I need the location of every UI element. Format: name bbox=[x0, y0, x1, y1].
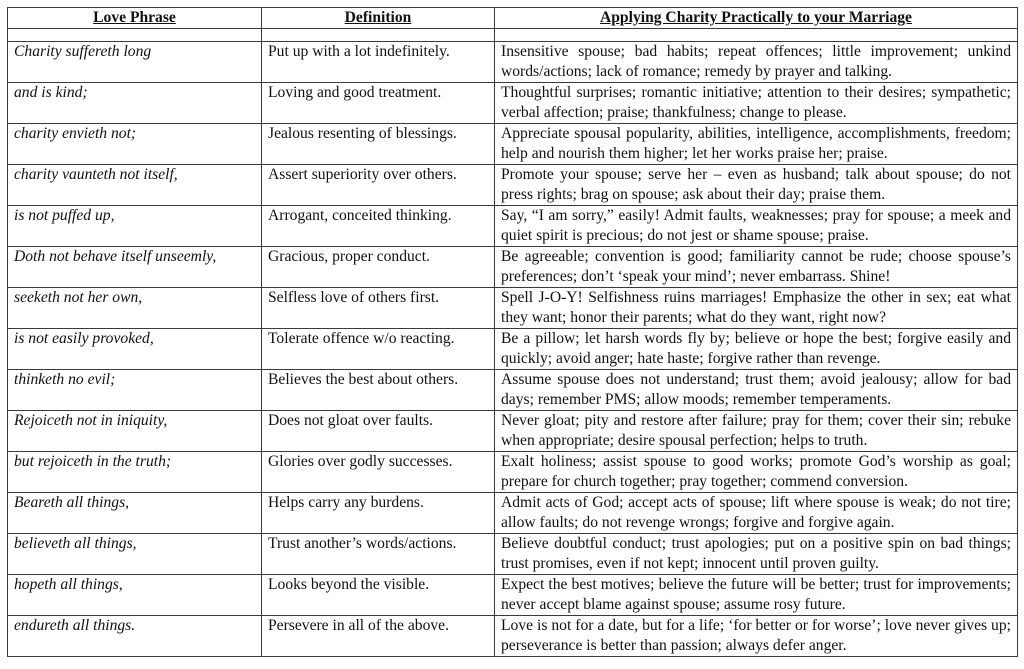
love-phrase-cell: seeketh not her own, bbox=[8, 288, 262, 329]
love-phrase-cell: thinketh no evil; bbox=[8, 370, 262, 411]
application-cell: Be a pillow; let harsh words fly by; believe or hope the best; forgive easily and quickly; avoid anger; hate haste; forgive rather than revenge. bbox=[495, 329, 1018, 370]
header-row bbox=[8, 8, 1018, 29]
spacer-cell bbox=[8, 29, 262, 42]
application-cell: Thoughtful surprises; romantic initiative; attention to their desires; sympathetic; verbal affection; praise; thankfulness; change to please. bbox=[495, 83, 1018, 124]
table-row bbox=[8, 493, 1018, 534]
spacer-cell bbox=[262, 29, 495, 42]
header-application: Applying Charity Practically to your Marriage bbox=[495, 8, 1018, 29]
table-row bbox=[8, 124, 1018, 165]
table-row bbox=[8, 411, 1018, 452]
application-cell: Assume spouse does not understand; trust them; avoid jealousy; allow for bad days; remember PMS; allow moods; remember temperaments. bbox=[495, 370, 1018, 411]
definition-cell: Glories over godly successes. bbox=[262, 452, 495, 493]
table-row bbox=[8, 534, 1018, 575]
love-phrase-cell: is not puffed up, bbox=[8, 206, 262, 247]
definition-cell: Looks beyond the visible. bbox=[262, 575, 495, 616]
table-row bbox=[8, 206, 1018, 247]
table-row bbox=[8, 616, 1018, 657]
application-cell: Say, “I am sorry,” easily! Admit faults, weaknesses; pray for spouse; a meek and quiet spirit is precious; do not jest or shame spouse; praise. bbox=[495, 206, 1018, 247]
definition-cell: Helps carry any burdens. bbox=[262, 493, 495, 534]
love-phrase-cell: charity envieth not; bbox=[8, 124, 262, 165]
definition-cell: Jealous resenting of blessings. bbox=[262, 124, 495, 165]
header-definition: Definition bbox=[262, 8, 495, 29]
definition-cell: Assert superiority over others. bbox=[262, 165, 495, 206]
spacer-cell bbox=[495, 29, 1018, 42]
love-phrase-cell: charity vaunteth not itself, bbox=[8, 165, 262, 206]
table-row bbox=[8, 247, 1018, 288]
definition-cell: Does not gloat over faults. bbox=[262, 411, 495, 452]
love-phrase-cell: but rejoiceth in the truth; bbox=[8, 452, 262, 493]
definition-cell: Loving and good treatment. bbox=[262, 83, 495, 124]
table-row bbox=[8, 288, 1018, 329]
table-row bbox=[8, 83, 1018, 124]
application-cell: Be agreeable; convention is good; familiarity cannot be rude; choose spouse’s preferences; don’t ‘speak your mind’; never embarrass. Shine! bbox=[495, 247, 1018, 288]
love-phrase-cell: is not easily provoked, bbox=[8, 329, 262, 370]
love-phrase-cell: Charity suffereth long bbox=[8, 42, 262, 83]
application-cell: Believe doubtful conduct; trust apologies; put on a positive spin on bad things; trust promises, even if not kept; innocent until proven guilty. bbox=[495, 534, 1018, 575]
definition-cell: Gracious, proper conduct. bbox=[262, 247, 495, 288]
love-phrase-cell: Doth not behave itself unseemly, bbox=[8, 247, 262, 288]
love-phrase-cell: and is kind; bbox=[8, 83, 262, 124]
header-love-phrase: Love Phrase bbox=[8, 8, 262, 29]
application-cell: Insensitive spouse; bad habits; repeat offences; little improvement; unkind words/actions; lack of romance; remedy by prayer and talking. bbox=[495, 42, 1018, 83]
definition-cell: Selfless love of others first. bbox=[262, 288, 495, 329]
application-cell: Admit acts of God; accept acts of spouse; lift where spouse is weak; do not tire; allow faults; do not revenge wrongs; forgive and forgive again. bbox=[495, 493, 1018, 534]
application-cell: Exalt holiness; assist spouse to good works; promote God’s worship as goal; prepare for church together; pray together; commend conversion. bbox=[495, 452, 1018, 493]
definition-cell: Put up with a lot indefinitely. bbox=[262, 42, 495, 83]
love-phrase-cell: Rejoiceth not in iniquity, bbox=[8, 411, 262, 452]
definition-cell: Tolerate offence w/o reacting. bbox=[262, 329, 495, 370]
definition-cell: Arrogant, conceited thinking. bbox=[262, 206, 495, 247]
spacer-row bbox=[8, 29, 1018, 42]
charity-marriage-table bbox=[7, 7, 1018, 657]
table-row bbox=[8, 165, 1018, 206]
table-row bbox=[8, 329, 1018, 370]
table-row bbox=[8, 452, 1018, 493]
table-row bbox=[8, 42, 1018, 83]
application-cell: Promote your spouse; serve her – even as husband; talk about spouse; do not press rights; brag on spouse; ask about their day; praise them. bbox=[495, 165, 1018, 206]
table-row bbox=[8, 575, 1018, 616]
love-phrase-cell: hopeth all things, bbox=[8, 575, 262, 616]
love-phrase-cell: believeth all things, bbox=[8, 534, 262, 575]
application-cell: Never gloat; pity and restore after failure; pray for them; cover their sin; rebuke when appropriate; desire spousal perfection; helps to truth. bbox=[495, 411, 1018, 452]
love-phrase-cell: Beareth all things, bbox=[8, 493, 262, 534]
table-row bbox=[8, 370, 1018, 411]
application-cell: Expect the best motives; believe the future will be better; trust for improvements; never accept blame against spouse; assume rosy future. bbox=[495, 575, 1018, 616]
love-phrase-cell: endureth all things. bbox=[8, 616, 262, 657]
definition-cell: Believes the best about others. bbox=[262, 370, 495, 411]
definition-cell: Persevere in all of the above. bbox=[262, 616, 495, 657]
definition-cell: Trust another’s words/actions. bbox=[262, 534, 495, 575]
application-cell: Love is not for a date, but for a life; ‘for better or for worse’; love never gives up; perseverance is better than passion; always defer anger. bbox=[495, 616, 1018, 657]
application-cell: Spell J-O-Y! Selfishness ruins marriages! Emphasize the other in sex; eat what they want; honor their parents; what do they want, right now? bbox=[495, 288, 1018, 329]
application-cell: Appreciate spousal popularity, abilities, intelligence, accomplishments, freedom; help and nourish them higher; let her works praise her; praise. bbox=[495, 124, 1018, 165]
